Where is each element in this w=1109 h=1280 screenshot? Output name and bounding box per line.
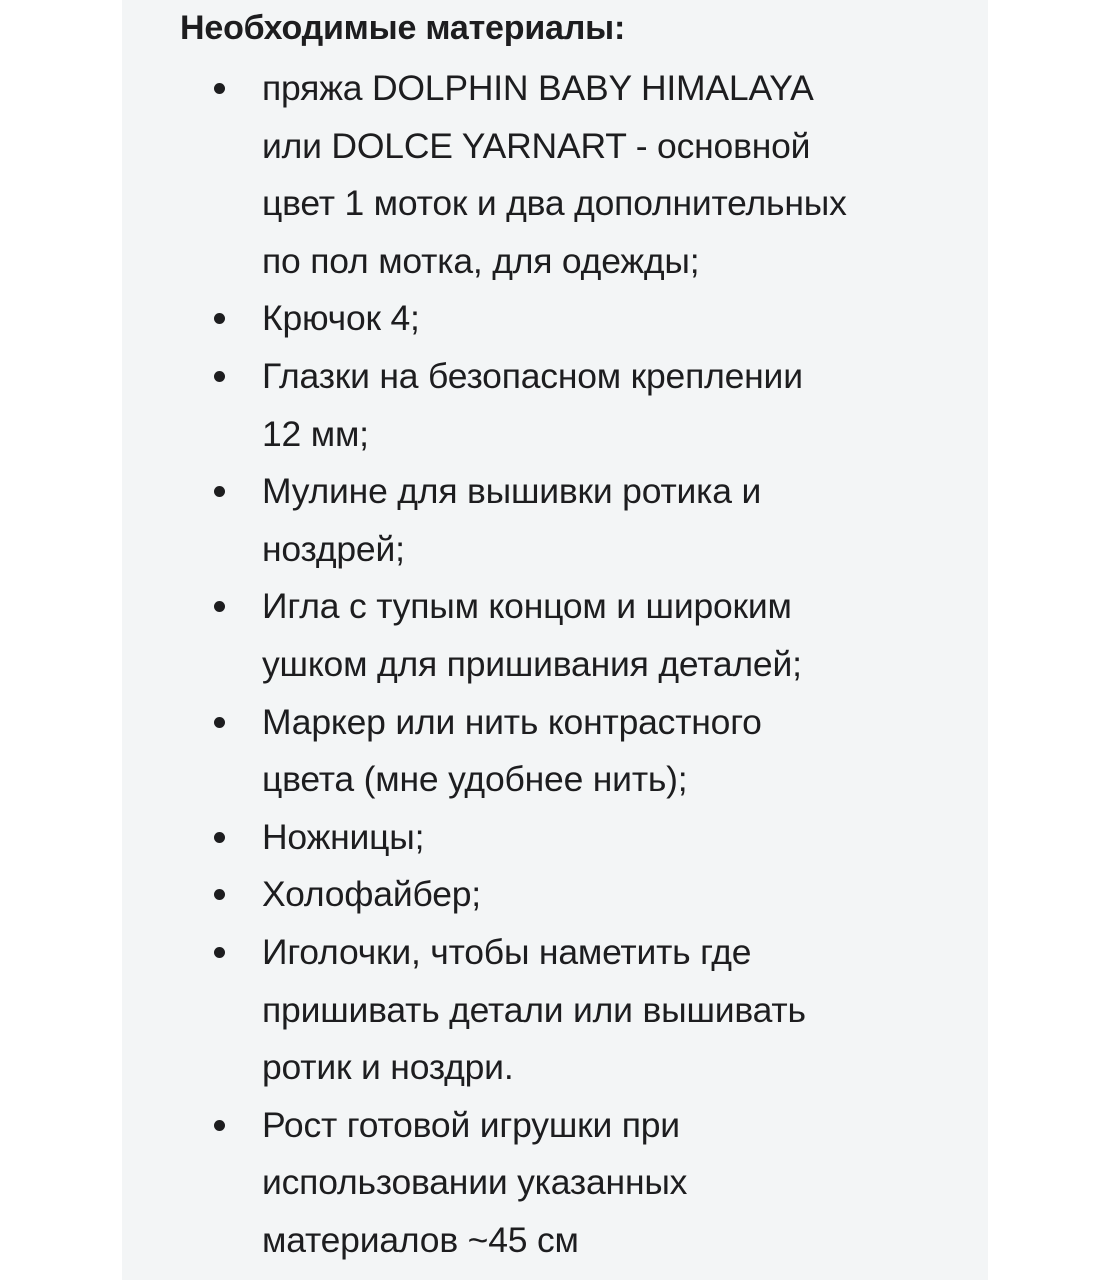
item-line: Холофайбер; xyxy=(262,874,481,915)
item-line: Глазки на безопасном креплении xyxy=(262,355,803,396)
item-line: цвет 1 моток и два дополнительных xyxy=(262,183,847,224)
list-item-scissors xyxy=(180,809,847,867)
list-item-floss xyxy=(180,463,847,578)
item-line: пришивать детали или вышивать xyxy=(262,989,806,1030)
item-line: ротик и ноздри. xyxy=(262,1047,514,1088)
item-line: 12 мм; xyxy=(262,413,369,454)
list-item-marker xyxy=(180,694,847,809)
item-line: или DOLCE YARNART - основной xyxy=(262,125,811,166)
list-item-hook xyxy=(180,290,847,348)
bullet-icon xyxy=(214,832,225,843)
bullet-icon xyxy=(214,313,225,324)
bullet-icon xyxy=(214,486,225,497)
bullet-icon xyxy=(214,889,225,900)
list-item-pins xyxy=(180,924,847,1097)
bullet-icon xyxy=(214,947,225,958)
list-item-height xyxy=(180,1097,847,1270)
item-line: по пол мотка, для одежды; xyxy=(262,240,700,281)
item-line: ушком для пришивания деталей; xyxy=(262,643,802,684)
list-item-eyes xyxy=(180,348,847,463)
item-line: ноздрей; xyxy=(262,528,405,569)
bullet-icon xyxy=(214,717,225,728)
bullet-icon xyxy=(214,371,225,382)
item-line: использовании указанных xyxy=(262,1162,688,1203)
item-line: Крючок 4; xyxy=(262,298,420,339)
item-line: Иголочки, чтобы наметить где xyxy=(262,931,752,972)
item-line: Маркер или нить контрастного xyxy=(262,701,762,742)
bullet-icon xyxy=(214,1120,225,1131)
bullet-icon xyxy=(214,601,225,612)
item-line: цвета (мне удобнее нить); xyxy=(262,759,688,800)
item-line: материалов ~45 см xyxy=(262,1219,579,1260)
list-item-needle xyxy=(180,578,847,693)
list-item-filler xyxy=(180,866,847,924)
list-item-yarn xyxy=(180,60,847,290)
item-line: Ножницы; xyxy=(262,816,425,857)
materials-list xyxy=(180,60,847,1269)
item-line: пряжа DOLPHIN BABY HIMALAYA xyxy=(262,68,814,108)
item-line: Мулине для вышивки ротика и xyxy=(262,471,762,512)
item-line: Рост готовой игрушки при xyxy=(262,1104,680,1145)
bullet-icon xyxy=(214,83,225,94)
item-line: Игла с тупым концом и широким xyxy=(262,586,792,627)
materials-heading: Необходимые материалы: xyxy=(180,9,626,47)
